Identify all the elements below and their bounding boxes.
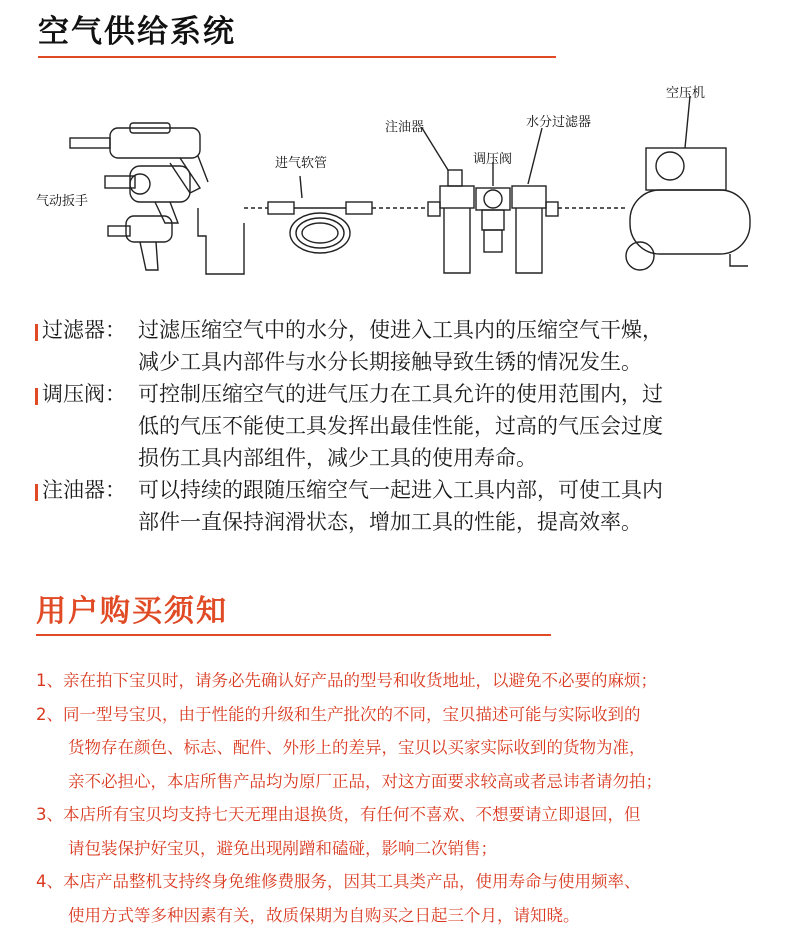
label-water-filter: 水分过滤器 <box>526 115 592 130</box>
air-hose-icon <box>268 202 372 253</box>
notice-item-3-line: 请包装保护好宝贝，避免出现剐蹭和磕碰，影响二次销售； <box>68 838 497 858</box>
air-line-drop <box>198 208 244 274</box>
desc-line: 可以持续的跟随压缩空气一起进入工具内部，可使工具内 <box>138 478 663 502</box>
desc-line: 过滤压缩空气中的水分，使进入工具内的压缩空气干燥， <box>138 318 663 342</box>
notice-item-2: 2、同一型号宝贝，由于性能的升级和生产批次的不同，宝贝描述可能与实际收到的 <box>36 704 641 724</box>
desc-filter <box>42 314 782 378</box>
title-underline <box>36 634 551 636</box>
diagram-illustration <box>30 78 770 298</box>
notice-item-1: 1、亲在拍下宝贝时，请务必先确认好产品的型号和收货地址，以避免不必要的麻烦； <box>36 671 657 690</box>
notice-item-2-line: 货物存在颜色、标志、配件、外形上的差异，宝贝以买家实际收到的货物为准， <box>68 738 646 757</box>
desc-lubricator <box>42 474 782 538</box>
desc-regulator <box>42 378 782 474</box>
section-title-air-supply: 空气供给系统 <box>38 14 236 50</box>
desc-term: 注油器： <box>42 478 126 502</box>
notice-item-2-line: 亲不必担心，本店所售产品均为原厂正品，对这方面要求较高或者忌讳者请勿拍； <box>68 771 662 791</box>
notice-item-4-line: 使用方式等多种因素有关，故质保期为自购买之日起三个月，请知晓。 <box>68 905 580 925</box>
desc-line: 低的气压不能使工具发挥出最佳性能，过高的气压会过度 <box>138 414 663 438</box>
impact-wrench-small-icon <box>108 216 172 270</box>
label-impact-wrench: 气动扳手 <box>36 194 89 209</box>
desc-marker <box>35 388 38 405</box>
desc-term: 调压阀： <box>42 382 126 406</box>
desc-line: 减少工具内部件与水分长期接触导致生锈的情况发生。 <box>138 350 642 374</box>
component-descriptions <box>42 314 782 538</box>
air-compressor-icon <box>626 148 750 270</box>
label-regulator: 调压阀 <box>473 152 513 167</box>
air-supply-diagram <box>30 78 770 298</box>
label-air-hose: 进气软管 <box>275 156 328 171</box>
desc-line: 损伤工具内部组件，减少工具的使用寿命。 <box>138 446 537 470</box>
desc-term: 过滤器： <box>42 318 126 342</box>
purchase-notice-list <box>36 664 786 932</box>
desc-marker <box>35 484 38 501</box>
desc-line: 可控制压缩空气的进气压力在工具允许的使用范围内，过 <box>138 382 663 406</box>
desc-marker <box>35 324 38 341</box>
title-underline <box>38 56 556 58</box>
section-title-purchase-notice: 用户购买须知 <box>36 594 228 629</box>
notice-item-3: 3、本店所有宝贝均支持七天无理由退换货，有任何不喜欢、不想要请立即退回，但 <box>36 805 641 824</box>
desc-line: 部件一直保持润滑状态，增加工具的性能，提高效率。 <box>138 510 642 534</box>
notice-item-4: 4、本店产品整机支持终身免维修费服务，因其工具类产品，使用寿命与使用频率、 <box>36 872 641 891</box>
label-lubricator: 注油器 <box>385 120 425 135</box>
label-air-compressor: 空压机 <box>666 86 706 101</box>
impact-wrench-large-icon <box>70 123 208 193</box>
